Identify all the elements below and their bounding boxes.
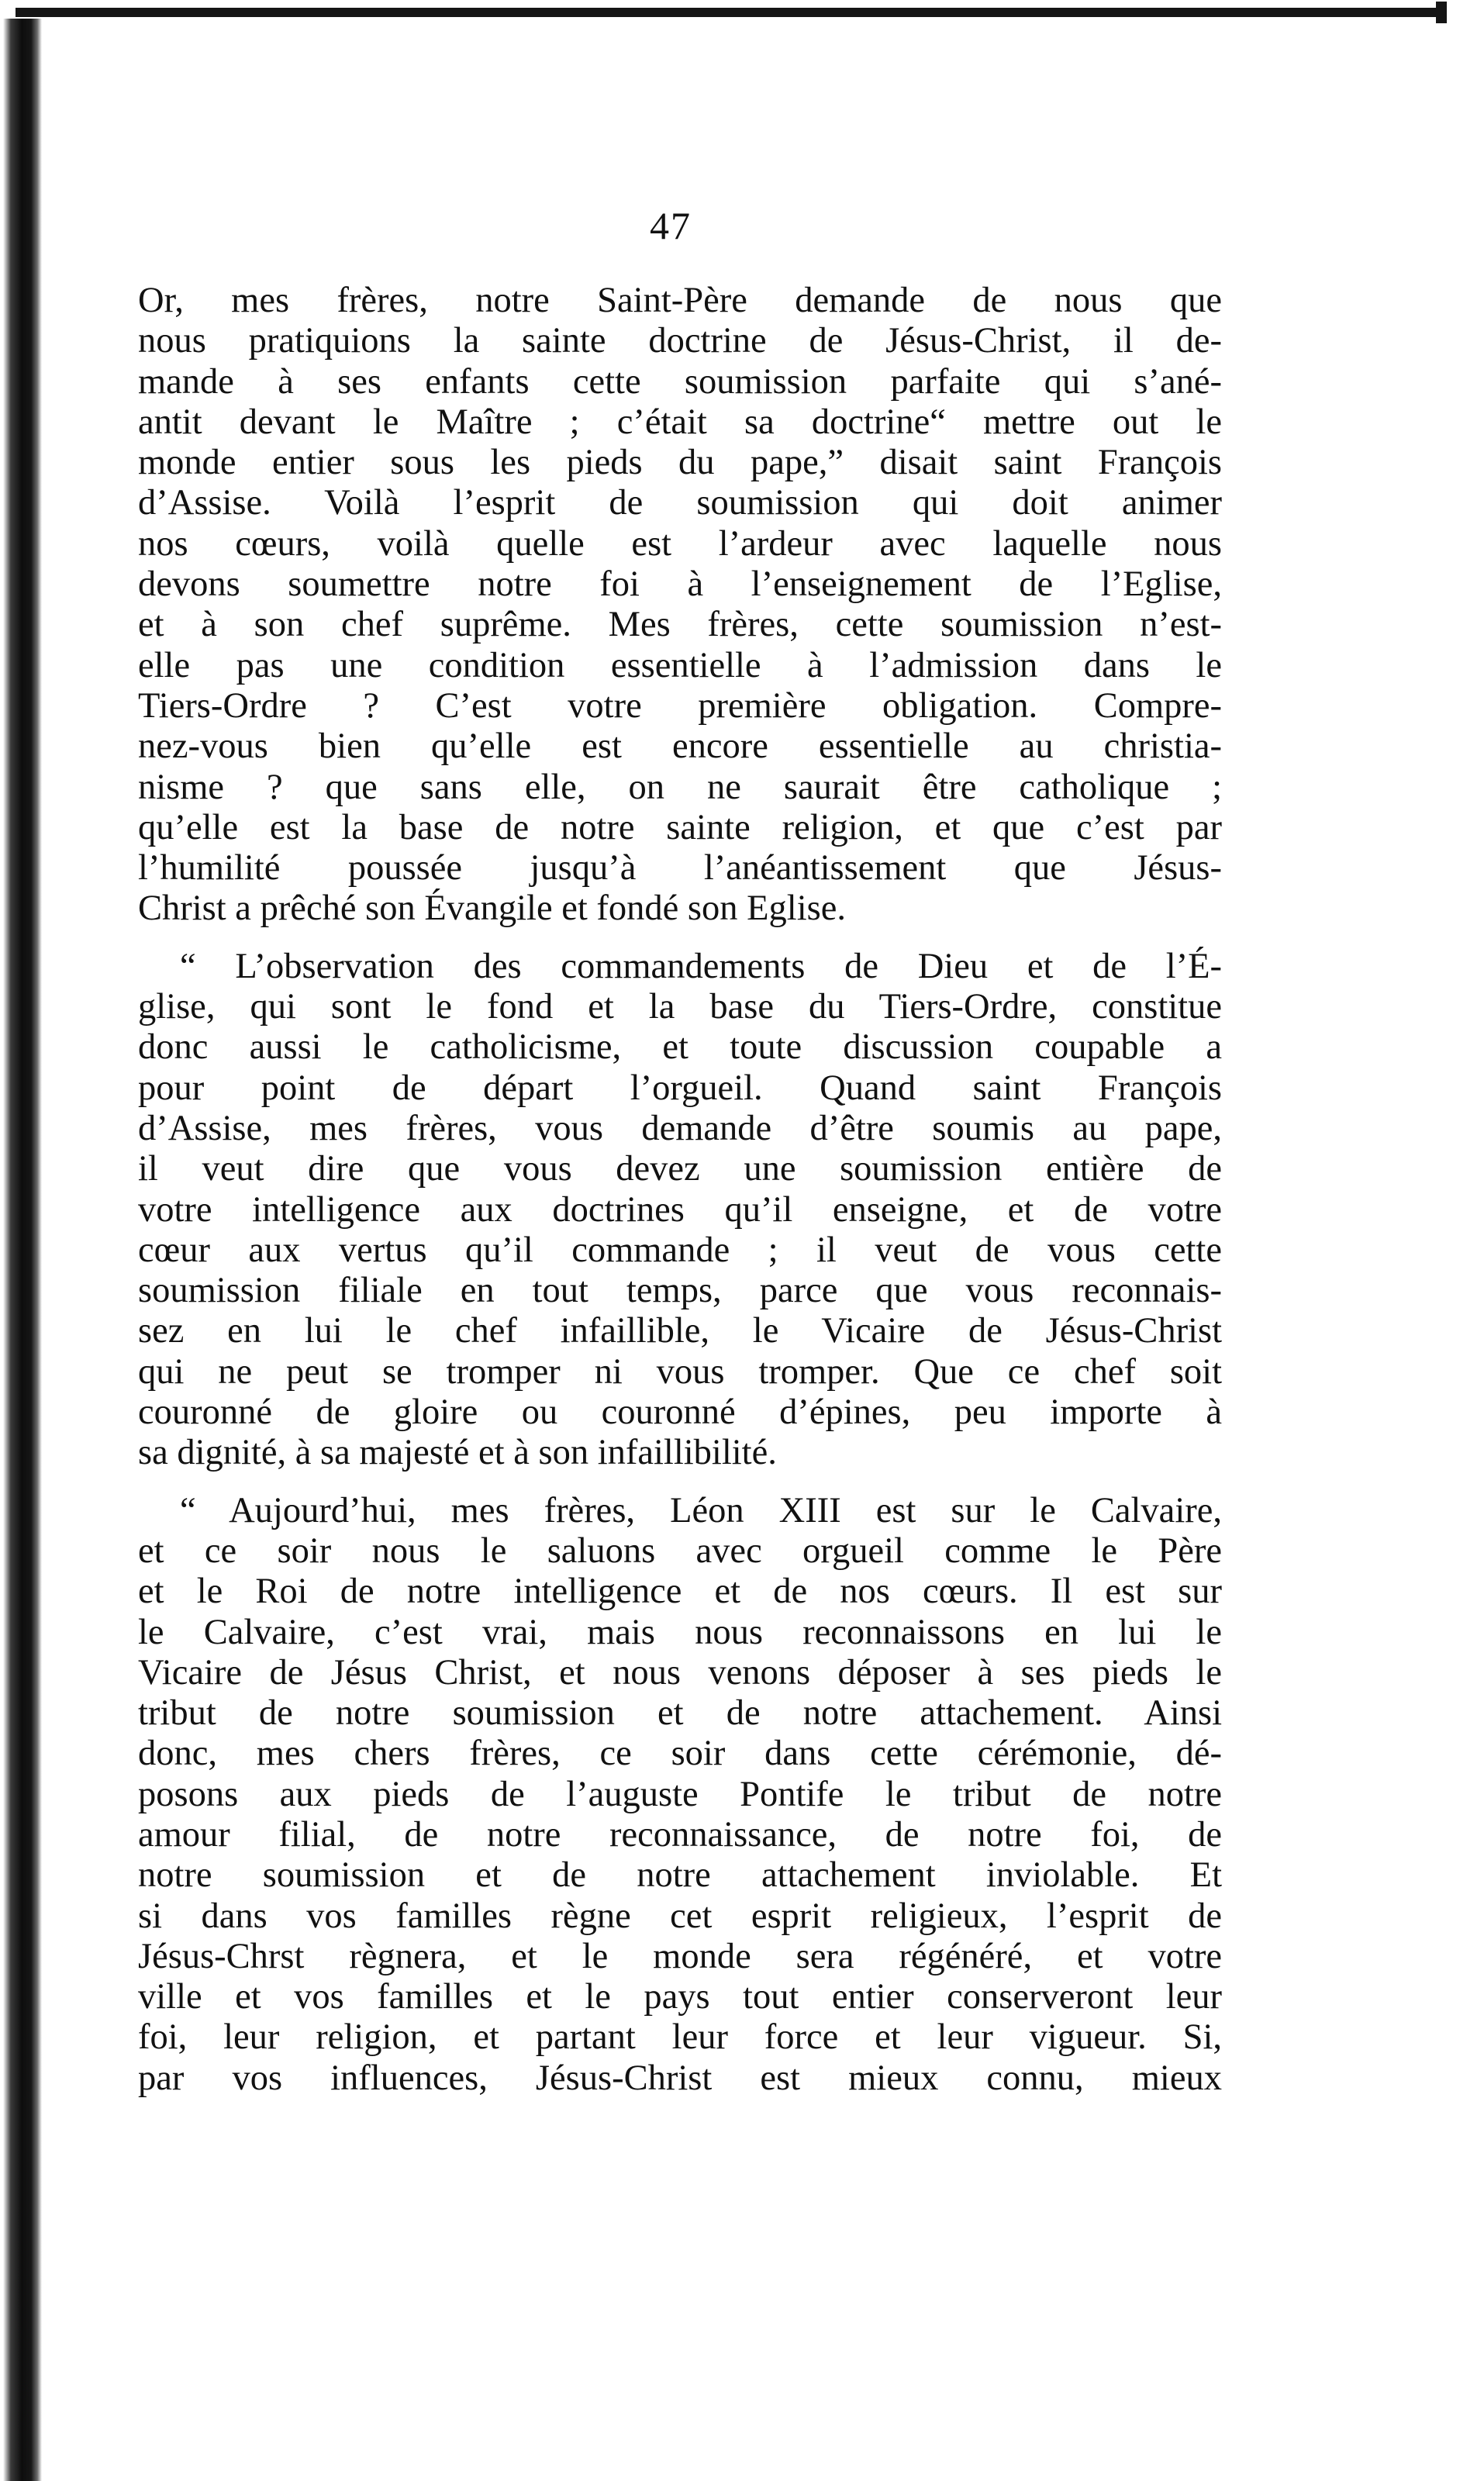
text-line: il veut dire que vous devez une soumission entière de <box>138 1149 1222 1189</box>
text-line: d’Assise. Voilà l’esprit de soumission qui doit animer <box>138 483 1222 523</box>
text-line: posons aux pieds de l’auguste Pontife le tribut de notre <box>138 1774 1222 1814</box>
text-line: foi, leur religion, et partant leur force et leur vigueur. Si, <box>138 2017 1222 2058</box>
top-edge-rule <box>16 8 1444 17</box>
text-line: par vos influences, Jésus-Christ est mieux connu, mieux <box>138 2058 1222 2098</box>
page-number: 47 <box>650 204 692 247</box>
text-line: antit devant le Maître ; c’était sa doctrine“ mettre out le <box>138 402 1222 442</box>
binding-edge <box>0 19 42 2481</box>
text-line: devons soumettre notre foi à l’enseignement de l’Eglise, <box>138 564 1222 605</box>
text-line: et ce soir nous le saluons avec orgueil comme le Père <box>138 1530 1222 1571</box>
text-line: notre soumission et de notre attachement inviolable. Et <box>138 1855 1222 1896</box>
text-line: monde entier sous les pieds du pape,” disait saint François <box>138 443 1222 483</box>
text-line: et le Roi de notre intelligence et de nos cœurs. Il est sur <box>138 1572 1222 1612</box>
text-line: mande à ses enfants cette soumission parfaite qui s’ané- <box>138 361 1222 402</box>
text-column <box>138 281 1222 2116</box>
text-line: Jésus-Chrst règnera, et le monde sera régénéré, et votre <box>138 1936 1222 1976</box>
text-line: soumission filiale en tout temps, parce que vous reconnais- <box>138 1271 1222 1311</box>
text-line: ville et vos familles et le pays tout entier conserveront leur <box>138 1977 1222 2017</box>
text-line: “ Aujourd’hui, mes frères, Léon XIII est sur le Calvaire, <box>180 1490 1222 1530</box>
text-line: nous pratiquions la sainte doctrine de Jésus-Christ, il de- <box>138 321 1222 361</box>
text-line: pour point de départ l’orgueil. Quand saint François <box>138 1068 1222 1108</box>
text-line: tribut de notre soumission et de notre attachement. Ainsi <box>138 1693 1222 1734</box>
text-line: glise, qui sont le fond et la base du Tiers-Ordre, constitue <box>138 987 1222 1027</box>
text-line: qui ne peut se tromper ni vous tromper. Que ce chef soit <box>138 1351 1222 1392</box>
text-line: Vicaire de Jésus Christ, et nous venons déposer à ses pieds le <box>138 1652 1222 1693</box>
text-line: donc aussi le catholicisme, et toute discussion coupable a <box>138 1027 1222 1068</box>
top-edge-mark <box>1436 2 1447 23</box>
text-line: sez en lui le chef infaillible, le Vicaire de Jésus-Christ <box>138 1311 1222 1351</box>
text-line: cœur aux vertus qu’il commande ; il veut de vous cette <box>138 1230 1222 1270</box>
text-line: elle pas une condition essentielle à l’admission dans le <box>138 645 1222 685</box>
text-line: nisme ? que sans elle, on ne saurait être catholique ; <box>138 767 1222 807</box>
text-line: sa dignité, à sa majesté et à son infaillibilité. <box>138 1433 777 1473</box>
text-line: Or, mes frères, notre Saint-Père demande de nous que <box>138 281 1222 320</box>
text-line: donc, mes chers frères, ce soir dans cette cérémonie, dé- <box>138 1734 1222 1774</box>
text-line: et à son chef suprême. Mes frères, cette soumission n’est- <box>138 605 1222 645</box>
text-line: qu’elle est la base de notre sainte religion, et que c’est par <box>138 807 1222 847</box>
text-line: nos cœurs, voilà quelle est l’ardeur avec laquelle nous <box>138 523 1222 564</box>
text-line: le Calvaire, c’est vrai, mais nous reconnaissons en lui le <box>138 1612 1222 1652</box>
text-line: nez-vous bien qu’elle est encore essentielle au christia- <box>138 726 1222 767</box>
text-line: si dans vos familles règne cet esprit religieux, l’esprit de <box>138 1896 1222 1936</box>
text-line: l’humilité poussée jusqu’à l’anéantissement que Jésus- <box>138 848 1222 889</box>
text-line: Christ a prêché son Évangile et fondé son Eglise. <box>138 889 846 929</box>
text-line: votre intelligence aux doctrines qu’il enseigne, et de votre <box>138 1189 1222 1230</box>
text-line: amour filial, de notre reconnaissance, de notre foi, de <box>138 1814 1222 1855</box>
paragraph <box>138 281 1222 930</box>
text-line: Tiers-Ordre ? C’est votre première obligation. Compre- <box>138 685 1222 726</box>
text-line: “ L’observation des commandements de Dieu et de l’É- <box>180 946 1222 986</box>
paragraph <box>138 1491 1222 2099</box>
text-line: d’Assise, mes frères, vous demande d’être soumis au pape, <box>138 1108 1222 1148</box>
paragraph <box>138 947 1222 1474</box>
text-line: couronné de gloire ou couronné d’épines, peu importe à <box>138 1392 1222 1433</box>
